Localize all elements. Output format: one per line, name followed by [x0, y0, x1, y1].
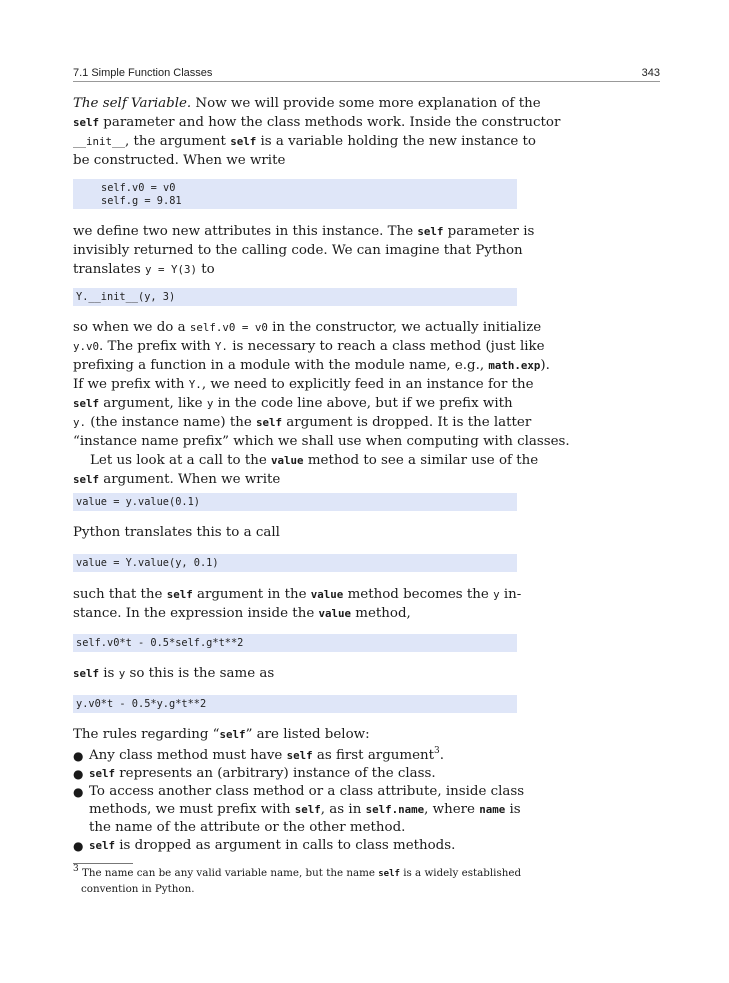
code-span: Y. — [188, 378, 202, 391]
text-span: , as in — [320, 802, 366, 817]
text-span: so this is the same as — [125, 666, 275, 681]
text-span: Any class method must have — [89, 748, 287, 763]
text-span: argument. When we write — [99, 472, 281, 487]
text-span: as first argument — [312, 748, 435, 763]
code-block — [73, 695, 517, 713]
text-span: ). — [540, 358, 550, 373]
footnote — [73, 863, 522, 897]
code-span: y. — [73, 416, 87, 429]
code-span: y.v0 — [73, 340, 100, 353]
paragraph — [73, 585, 522, 623]
text-span: represents an (arbitrary) instance of the class. — [115, 766, 436, 781]
page-number: 343 — [641, 67, 660, 79]
text-line — [73, 151, 517, 170]
paragraph — [73, 664, 517, 683]
code-block — [73, 288, 517, 306]
code-line: value = y.value(0.1) — [76, 496, 200, 508]
code-span: self — [286, 749, 313, 762]
code-span: __init__ — [73, 135, 126, 148]
bullet-icon: ● — [73, 749, 84, 763]
text-span: . — [439, 748, 445, 763]
code-span: value — [271, 454, 304, 467]
code-span: self.name — [365, 803, 425, 816]
code-span: self — [378, 869, 400, 879]
text-span: is a widely established — [399, 867, 522, 879]
paragraph-self-variable — [73, 94, 561, 170]
list-item — [73, 783, 525, 837]
bullet-icon: ● — [73, 767, 84, 781]
code-line: self.g = 9.81 — [101, 195, 182, 207]
text-line — [73, 337, 545, 356]
text-span: be constructed. When we write — [73, 153, 286, 168]
code-block — [73, 493, 517, 511]
code-span: y — [118, 667, 126, 680]
code-span: self — [417, 225, 444, 238]
code-span: self — [230, 135, 257, 148]
text-span: argument, like — [99, 396, 207, 411]
text-line — [73, 604, 517, 623]
text-line — [73, 725, 517, 744]
text-span: Let us look at a call to the — [90, 453, 272, 468]
code-span: y = Y(3) — [144, 263, 197, 276]
code-line: value = Y.value(y, 0.1) — [76, 557, 219, 569]
text-span: translates — [73, 262, 145, 277]
code-block — [73, 554, 517, 572]
text-span: parameter and how the class methods work. Inside the constructor — [99, 115, 561, 130]
text-span: . The prefix with — [99, 339, 215, 354]
text-line — [89, 801, 521, 819]
code-span: y — [206, 397, 214, 410]
bullet-icon: ● — [73, 785, 84, 799]
text-span: methods, we must prefix with — [89, 802, 295, 817]
text-span: is dropped as argument in calls to class methods. — [115, 838, 456, 853]
text-span: is necessary to reach a class method (just like — [227, 339, 545, 354]
text-line — [89, 783, 525, 801]
text-line — [73, 94, 541, 113]
text-line — [73, 113, 561, 132]
code-span: value — [318, 607, 352, 620]
text-span: argument is dropped. It is the latter — [282, 415, 532, 430]
code-span: self.v0 = v0 — [189, 321, 268, 334]
running-header-section: 7.1 Simple Function Classes — [73, 67, 213, 79]
text-line — [73, 413, 532, 432]
text-span: parameter is — [443, 224, 535, 239]
text-span: The rules regarding “ — [73, 727, 220, 742]
code-span: self — [73, 397, 100, 410]
text-span: stance. In the expression inside the — [73, 606, 319, 621]
code-line: self.v0*t - 0.5*self.g*t**2 — [76, 637, 244, 649]
footnote-number: 3 — [73, 863, 79, 874]
text-line — [73, 863, 522, 882]
code-span: self — [166, 588, 193, 601]
text-span: prefixing a function in a module with the module name, e.g., — [73, 358, 489, 373]
text-span: method, — [351, 606, 411, 621]
text-span: in- — [499, 587, 522, 602]
list-item — [73, 765, 517, 783]
text-span: “instance name prefix” which we shall use when computing with classes. — [73, 434, 570, 449]
text-span: If we prefix with — [73, 377, 189, 392]
text-span: in the constructor, we actually initialize — [267, 320, 542, 335]
paragraph — [73, 523, 517, 542]
text-span: to — [196, 262, 215, 277]
text-span: method to see a similar use of the — [303, 453, 539, 468]
code-span: self — [256, 416, 283, 429]
text-line — [89, 819, 517, 837]
header-rule — [73, 81, 660, 82]
code-span: self — [89, 839, 116, 852]
text-span: Now we will provide some more explanation of the — [195, 96, 541, 111]
text-span: we define two new attributes in this instance. The — [73, 224, 418, 239]
text-line — [73, 432, 570, 451]
code-span: y — [493, 588, 500, 601]
text-span: The name can be any valid variable name, but the name — [82, 867, 379, 879]
code-span: self — [73, 667, 100, 680]
code-span: self — [294, 803, 321, 816]
rules-list — [73, 745, 525, 855]
code-span: Y. — [214, 340, 228, 353]
text-span: To access another class method or a class attribute, inside class — [89, 784, 525, 799]
text-span: , we need to explicitly feed in an instance for the — [201, 377, 534, 392]
code-span: value — [310, 588, 344, 601]
text-span: Python translates this to a call — [73, 525, 280, 540]
text-span: so when we do a — [73, 320, 190, 335]
paragraph — [73, 318, 570, 489]
text-span: is — [505, 802, 521, 817]
list-item — [73, 747, 517, 765]
code-span: self — [73, 116, 100, 129]
text-span: , where — [424, 802, 480, 817]
text-line — [73, 585, 522, 604]
text-line — [73, 470, 517, 489]
text-span: in the code line above, but if we prefix with — [213, 396, 513, 411]
text-line — [73, 451, 539, 470]
text-span: ” are listed below: — [245, 727, 370, 742]
text-span: argument in the — [192, 587, 311, 602]
text-line — [73, 394, 517, 413]
text-span: is a variable holding the new instance to — [256, 134, 536, 149]
text-span: (the instance name) the — [86, 415, 257, 430]
paragraph — [73, 725, 517, 744]
text-line — [73, 260, 517, 279]
code-block — [73, 179, 517, 209]
text-line — [73, 222, 535, 241]
code-span: self — [219, 728, 246, 741]
text-span: invisibly returned to the calling code. We can imagine that Python — [73, 243, 523, 258]
text-span: , the argument — [125, 134, 231, 149]
code-line: Y.__init__(y, 3) — [76, 291, 176, 303]
bullet-icon: ● — [73, 839, 84, 853]
code-line: self.v0 = v0 — [101, 182, 176, 194]
text-line — [73, 132, 536, 151]
text-span: the name of the attribute or the other method. — [89, 820, 406, 835]
text-line — [73, 375, 534, 394]
text-span: convention in Python. — [81, 883, 195, 895]
paragraph — [73, 222, 535, 279]
footnote-rule — [73, 863, 133, 864]
run-in-heading: The self Variable. — [73, 96, 192, 111]
text-line — [73, 318, 542, 337]
text-line — [73, 356, 550, 375]
text-line — [73, 523, 517, 542]
footnote-mark: 3 — [434, 745, 440, 756]
text-span: is — [99, 666, 119, 681]
code-line: y.v0*t - 0.5*y.g*t**2 — [76, 698, 207, 710]
text-line — [73, 241, 523, 260]
code-span: self — [89, 767, 116, 780]
text-line — [73, 664, 517, 683]
text-line — [73, 882, 517, 897]
code-span: name — [479, 803, 506, 816]
text-span: method becomes the — [343, 587, 494, 602]
code-block — [73, 634, 517, 652]
list-item — [73, 837, 517, 855]
code-span: math.exp — [488, 359, 541, 372]
text-span: such that the — [73, 587, 167, 602]
code-span: self — [73, 473, 100, 486]
